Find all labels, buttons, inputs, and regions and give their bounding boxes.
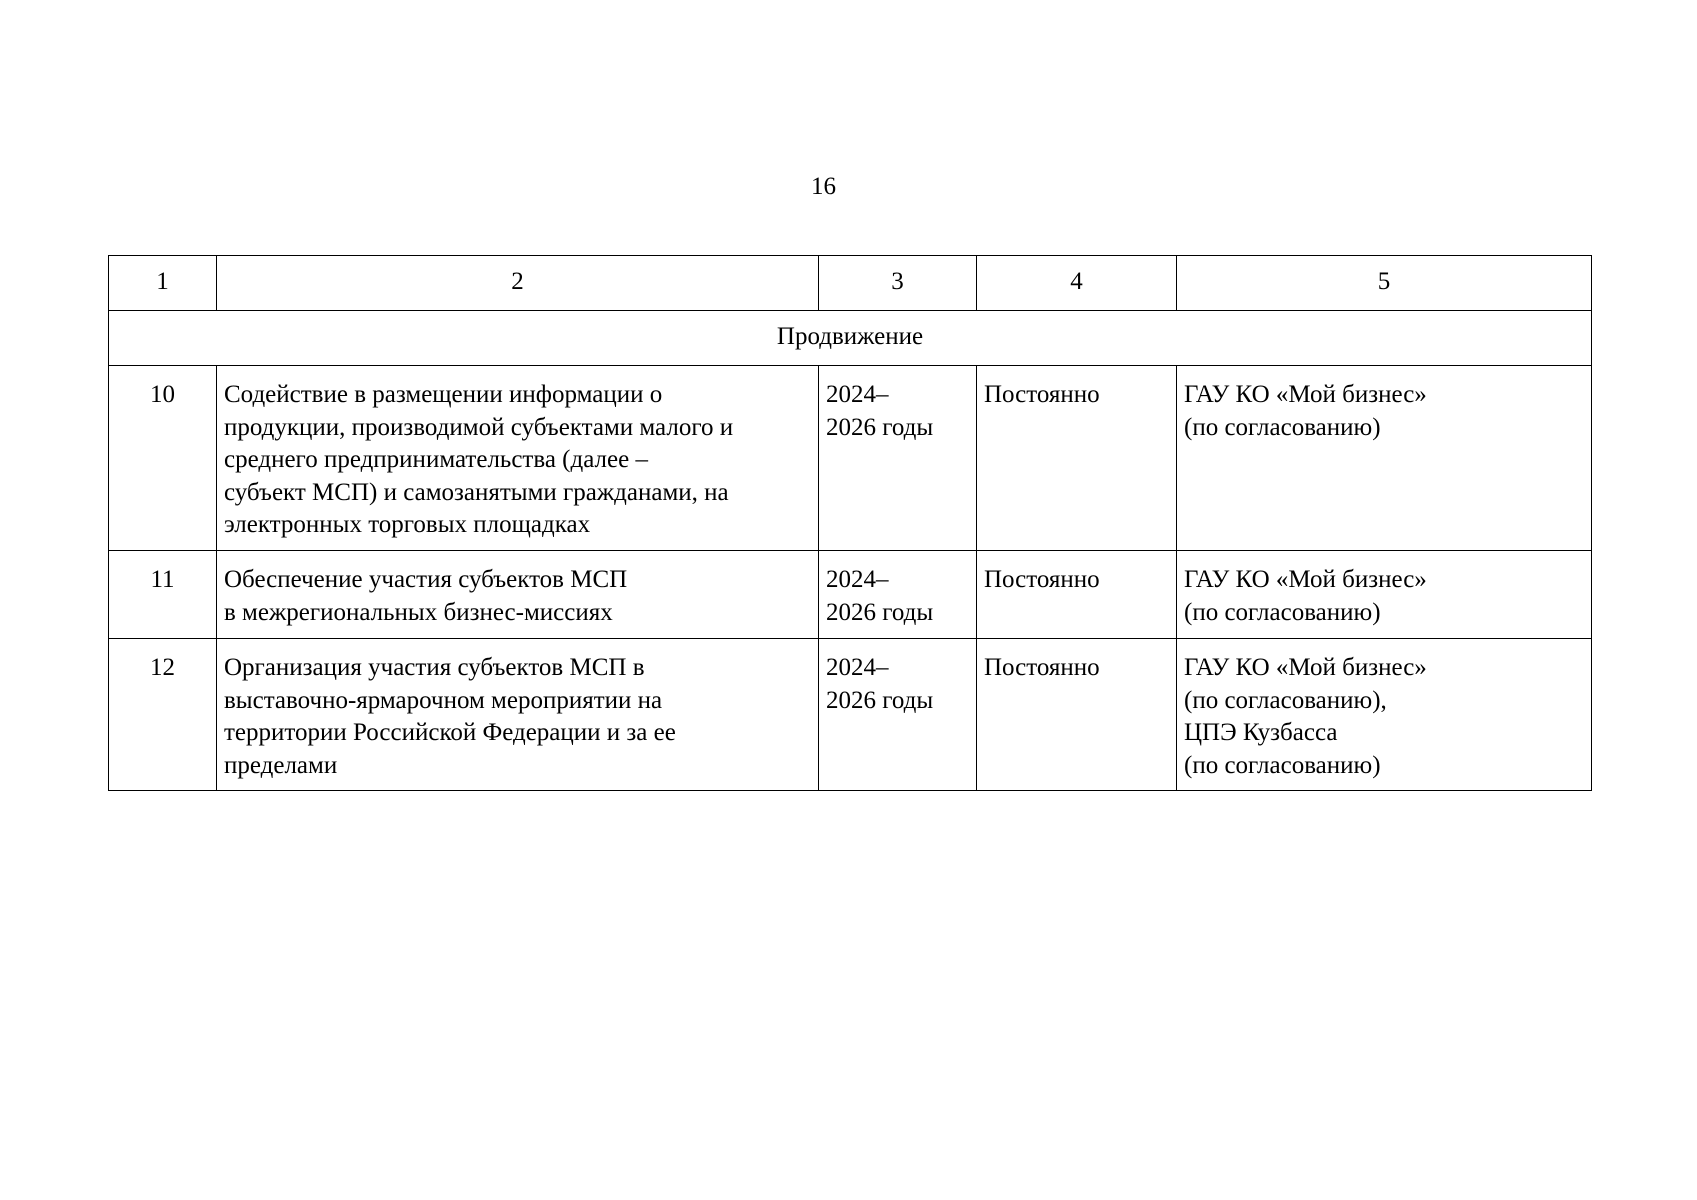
period-line: 2024– (826, 381, 889, 408)
executor-line: ЦПЭ Кузбасса (1184, 719, 1338, 746)
period-line: 2026 годы (826, 686, 934, 714)
measure-line: продукции, производимой субъектами малого и (224, 413, 734, 441)
section-title: Продвижение (109, 311, 1592, 366)
deadline-cell: Постоянно (977, 639, 1177, 791)
executor-line: (по согласованию) (1184, 751, 1381, 779)
table-row (109, 366, 1592, 551)
measure-line: субъект МСП) и самозанятыми гражданами, на (224, 478, 729, 506)
measures-table (108, 255, 1592, 791)
page-number: 16 (811, 173, 836, 200)
table-row (109, 551, 1592, 639)
period-line: 2024– (826, 566, 889, 593)
row-number: 11 (109, 551, 217, 639)
measure-line: Организация участия субъектов МСП в (224, 654, 645, 681)
executor-line: ГАУ КО «Мой бизнес» (1184, 654, 1427, 681)
period-line: 2026 годы (826, 598, 934, 626)
measure-line: в межрегиональных бизнес-миссиях (224, 598, 613, 626)
row-number: 10 (109, 366, 217, 551)
measure-line: территории Российской Федерации и за ее (224, 719, 676, 746)
measure-line: выставочно-ярмарочном мероприятии на (224, 686, 663, 714)
executor-cell (1177, 639, 1592, 791)
executor-line: ГАУ КО «Мой бизнес» (1184, 381, 1427, 408)
measure-line: Содействие в размещении информации о (224, 381, 663, 408)
table-row (109, 639, 1592, 791)
header-cell-3: 3 (819, 256, 977, 311)
measure-line: Обеспечение участия субъектов МСП (224, 566, 628, 593)
period-cell (819, 366, 977, 551)
measure-cell (217, 551, 819, 639)
header-cell-5: 5 (1177, 256, 1592, 311)
header-cell-4: 4 (977, 256, 1177, 311)
period-line: 2024– (826, 654, 889, 681)
measure-line: среднего предпринимательства (далее – (224, 446, 648, 473)
header-cell-2: 2 (217, 256, 819, 311)
measure-cell (217, 366, 819, 551)
executor-line: (по согласованию), (1184, 686, 1387, 714)
executor-cell (1177, 366, 1592, 551)
deadline-cell: Постоянно (977, 551, 1177, 639)
period-cell (819, 639, 977, 791)
measure-line: электронных торговых площадках (224, 511, 591, 538)
period-cell (819, 551, 977, 639)
header-cell-1: 1 (109, 256, 217, 311)
period-line: 2026 годы (826, 413, 934, 441)
deadline-cell: Постоянно (977, 366, 1177, 551)
section-row (109, 311, 1592, 366)
measure-cell (217, 639, 819, 791)
row-number: 12 (109, 639, 217, 791)
measure-line: пределами (224, 751, 338, 779)
executor-line: (по согласованию) (1184, 413, 1381, 441)
executor-cell (1177, 551, 1592, 639)
executor-line: (по согласованию) (1184, 598, 1381, 626)
executor-line: ГАУ КО «Мой бизнес» (1184, 566, 1427, 593)
header-row (109, 256, 1592, 311)
